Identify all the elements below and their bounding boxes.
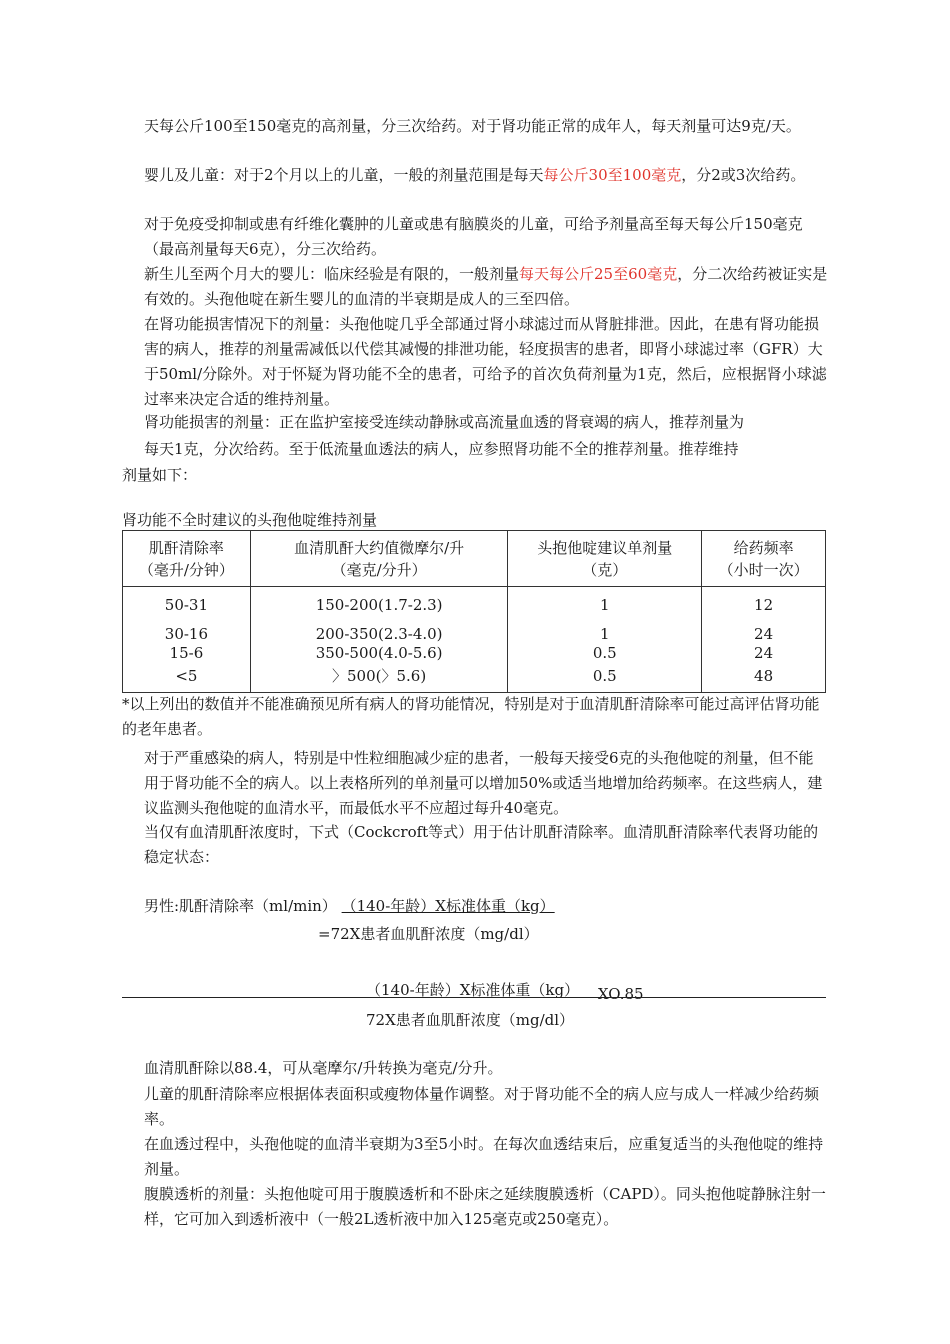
header-creatinine-clearance-line2: （毫升/分钟） bbox=[138, 560, 234, 579]
table-cell: 350-500(4.0-5.6) bbox=[250, 644, 508, 663]
table-cell: 200-350(2.3-4.0) bbox=[250, 619, 508, 644]
table-cell: 0.5 bbox=[508, 663, 702, 693]
maintenance-dose-table bbox=[122, 530, 826, 693]
formula-male-label: 男性:肌酐清除率（ml/min） bbox=[144, 897, 337, 915]
header-single-dose-line2: （克） bbox=[582, 560, 628, 579]
formula-female-numerator: （140-年龄）X标准体重（kg） bbox=[366, 981, 580, 999]
tail-conversion: 血清肌酐除以88.4，可从毫摩尔/升转换为毫克/分升。 bbox=[144, 1059, 503, 1077]
neonates-dose-highlight: 每天每公斤25至60毫克 bbox=[519, 265, 678, 283]
children-dose-highlight: 每公斤30至100毫克 bbox=[543, 166, 682, 184]
table-caption: 肾功能不全时建议的头孢他啶维持剂量 bbox=[122, 511, 378, 529]
header-serum-creatinine-line1: 血清肌酐大约值微摩尔/升 bbox=[294, 538, 465, 557]
neonates-dose-text-after: ，分二次给药被证实是有效的。头孢他啶在新生婴儿的血清的半衰期是成人的三至四倍。 bbox=[144, 265, 828, 308]
paragraph-renal-damage-line1: 肾功能损害的剂量：正在监护室接受连续动静脉或高流量血透的肾衰竭的病人，推荐剂量为 bbox=[144, 413, 745, 431]
paragraph-immunosuppressed-children: 对于免疫受抑制或患有纤维化囊肿的儿童或患有脑膜炎的儿童，可给予剂量高至每天每公斤150毫克（最高剂量每天6克），分三次给药。 bbox=[144, 215, 803, 258]
header-frequency-line2: （小时一次） bbox=[718, 560, 809, 579]
paragraph-neonates-dose bbox=[144, 262, 828, 312]
children-dose-text-before: 婴儿及儿童：对于2个月以上的儿童，一般的剂量范围是每天 bbox=[144, 166, 544, 184]
table-cell: 24 bbox=[702, 644, 826, 663]
formula-male bbox=[144, 895, 555, 917]
table-cell: 15-6 bbox=[123, 644, 251, 663]
table-cell: 〉500(〉5.6) bbox=[250, 663, 508, 693]
neonates-dose-text-before: 新生儿至两个月大的婴儿：临床经验是有限的，一般剂量 bbox=[144, 265, 520, 283]
table-cell: 24 bbox=[702, 619, 826, 644]
table-row bbox=[123, 663, 826, 693]
note-cockcroft-intro: 当仅有血清肌酐浓度时，下式（Cockcroft等式）用于估计肌酐清除率。血清肌酐清除率代表肾功能的稳定状态： bbox=[144, 823, 819, 866]
table-row bbox=[123, 644, 826, 663]
tail-children-clearance: 儿童的肌酐清除率应根据体表面积或瘦物体量作调整。对于肾功能不全的病人应与成人一样减少给药频率。 bbox=[144, 1085, 820, 1128]
table-cell: 50-31 bbox=[123, 587, 251, 620]
header-creatinine-clearance bbox=[123, 531, 251, 587]
note-severe-infection: 对于严重感染的病人，特别是中性粒细胞减少症的患者，一般每天接受6克的头孢他啶的剂量，但不能用于肾功能不全的病人。以上表格所列的单剂量可以增加50%或适当地增加给药频率。在这些病人，建议监测头孢他啶的血清水平，而最低水平不应超过每升40毫克。 bbox=[144, 749, 823, 817]
children-dose-text-after: ，分2或3次给药。 bbox=[681, 166, 806, 184]
formula-male-denominator: =72X患者血肌酐浓度（mg/dl） bbox=[318, 925, 539, 943]
table-cell: <5 bbox=[123, 663, 251, 693]
formula-female-factor: XO.85 bbox=[597, 985, 644, 1003]
header-serum-creatinine-line2: （毫克/分升） bbox=[331, 560, 427, 579]
table-cell: 30-16 bbox=[123, 619, 251, 644]
paragraph-renal-damage-line2: 每天1克，分次给药。至于低流量血透法的病人，应参照肾功能不全的推荐剂量。推荐维持 bbox=[144, 440, 739, 458]
table-cell: 1 bbox=[508, 587, 702, 620]
formula-female-denominator: 72X患者血肌酐浓度（mg/dl） bbox=[366, 1011, 575, 1029]
header-frequency bbox=[702, 531, 826, 587]
table-cell: 0.5 bbox=[508, 644, 702, 663]
paragraph-children-dose bbox=[144, 163, 828, 188]
note-elderly-caution: *以上列出的数值并不能准确预见所有病人的肾功能情况，特别是对于血清肌酐清除率可能过高评估肾功能的老年患者。 bbox=[122, 695, 820, 738]
table-cell: 48 bbox=[702, 663, 826, 693]
tail-peritoneal-dialysis: 腹膜透析的剂量：头抱他啶可用于腹膜透析和不卧床之延续腹膜透析（CAPD）。同头抱他啶静脉注射一样，它可加入到透析液中（一般2L透析液中加入125毫克或250毫克）。 bbox=[144, 1185, 826, 1228]
header-serum-creatinine bbox=[250, 531, 508, 587]
table-row bbox=[123, 619, 826, 644]
formula-male-numerator: （140-年龄）X标准体重（kg） bbox=[341, 897, 555, 915]
tail-hemodialysis: 在血透过程中，头孢他啶的血清半衰期为3至5小时。在每次血透结束后，应重复适当的头孢他啶的维持剂量。 bbox=[144, 1135, 824, 1178]
header-single-dose-line1: 头抱他啶建议单剂量 bbox=[537, 538, 673, 557]
paragraph-renal-damage-line3: 剂量如下： bbox=[122, 466, 198, 484]
header-single-dose bbox=[508, 531, 702, 587]
table-cell: 12 bbox=[702, 587, 826, 620]
table-cell: 1 bbox=[508, 619, 702, 644]
paragraph-adult-dose: 天每公斤100至150毫克的高剂量，分三次给药。对于肾功能正常的成年人，每天剂量可达9克/天。 bbox=[144, 117, 801, 135]
table-header-row bbox=[123, 531, 826, 587]
table-cell: 150-200(1.7-2.3) bbox=[250, 587, 508, 620]
header-creatinine-clearance-line1: 肌酐清除率 bbox=[148, 538, 224, 557]
header-frequency-line1: 给药频率 bbox=[733, 538, 794, 557]
paragraph-renal-impairment: 在肾功能损害情况下的剂量：头孢他啶几乎全部通过肾小球滤过而从肾脏排泄。因此，在患有肾功能损害的病人，推荐的剂量需减低以代偿其减慢的排泄功能，轻度损害的患者，即肾小球滤过率（GFR）大于50ml/分除外。对于怀疑为肾功能不全的患者，可给予的首次负荷剂量为1克，然后，应根据肾小球滤过率来决定合适的维持剂量。 bbox=[144, 315, 827, 408]
table-row bbox=[123, 587, 826, 620]
formula-fraction-rule bbox=[122, 997, 826, 998]
